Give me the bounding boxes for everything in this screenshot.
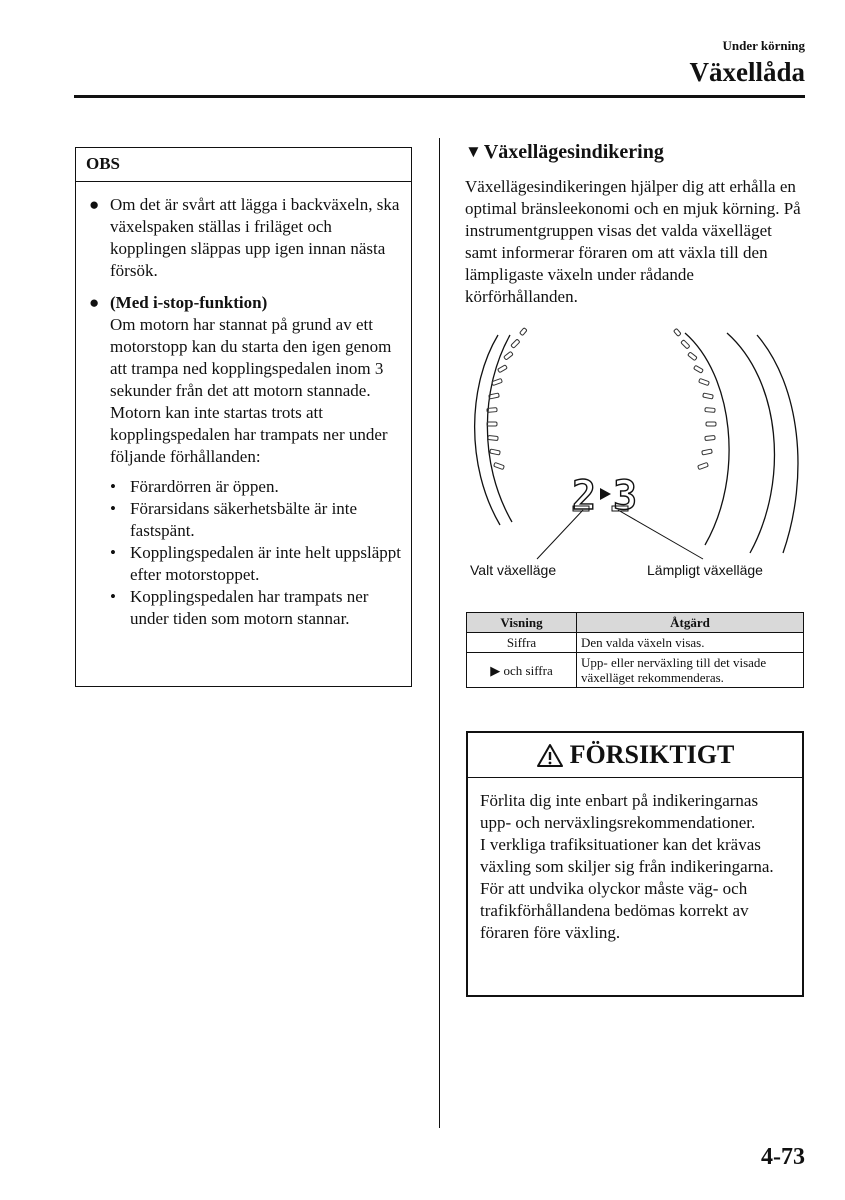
suggested-gear-digit: 3 xyxy=(613,473,638,519)
table-cell-display-text: och siffra xyxy=(503,662,553,678)
obs-sub-item xyxy=(110,476,403,498)
sub-bullet-icon: • xyxy=(110,587,116,606)
sub-bullet-icon: • xyxy=(110,499,116,518)
obs-item-text: Om motorn har stannat på grund av ett motorstopp kan du starta den igen genom att trampa ned kopplingspedalen inom 3 sekunder från det att motorn stannade. Motorn kan inte startas trots att kopplingspedalen har trampats ner under följande förhållanden: xyxy=(110,315,392,466)
table-cell-display xyxy=(467,653,577,688)
bullet-icon: ● xyxy=(89,195,100,214)
leader-line-selected xyxy=(537,510,583,559)
table-header-action: Åtgärd xyxy=(577,613,804,633)
right-triangle-icon: ▶ xyxy=(490,662,501,678)
sub-bullet-icon: • xyxy=(110,543,116,562)
table-cell-display: Siffra xyxy=(467,633,577,653)
instrument-cluster-illustration xyxy=(465,325,805,560)
obs-item-label: (Med i-stop-funktion) xyxy=(110,293,268,312)
caution-text-1: Förlita dig inte enbart på indikeringarnas upp- och nerväxlingsrekommendationer. xyxy=(480,791,759,832)
leader-line-suggested xyxy=(618,510,703,559)
table-header-display: Visning xyxy=(467,613,577,633)
warning-triangle-icon xyxy=(536,743,564,768)
column-divider xyxy=(439,138,440,1128)
obs-sub-item-text: Förarsidans säkerhetsbälte är inte fastspänt. xyxy=(130,499,358,540)
label-selected-gear: Valt växelläge xyxy=(470,562,557,578)
caution-header xyxy=(468,733,802,778)
section-label: Under körning xyxy=(722,38,805,53)
obs-sub-item xyxy=(110,498,403,542)
table-row xyxy=(467,653,804,688)
right-column xyxy=(465,138,805,308)
table-row xyxy=(467,633,804,653)
obs-sub-item xyxy=(110,586,403,630)
section-intro: Växellägesindikeringen hjälper dig att erhålla en optimal bränsleekonomi och en mjuk körning. På instrumentgruppen visas det valda växelläget samt informerar föraren om att växla till den lämpligaste växeln under rådande körförhållanden. xyxy=(465,177,801,306)
obs-list xyxy=(76,182,411,630)
obs-sub-item-text: Kopplingspedalen är inte helt uppsläppt efter motorstoppet. xyxy=(130,543,401,584)
table-header-row xyxy=(467,613,804,633)
obs-sub-item xyxy=(110,542,403,586)
obs-sub-list xyxy=(110,476,403,630)
table-cell-action: Upp- eller nerväxling till det visade växelläget rekommenderas. xyxy=(577,653,804,688)
obs-note-box xyxy=(75,147,412,687)
caution-box xyxy=(466,731,804,997)
caution-body xyxy=(468,778,802,944)
table-cell-action: Den valda växeln visas. xyxy=(577,633,804,653)
triangle-down-icon: ▼ xyxy=(465,142,482,161)
sub-bullet-icon: • xyxy=(110,477,116,496)
label-suggested-gear: Lämpligt växelläge xyxy=(647,562,763,578)
section-heading xyxy=(465,138,805,166)
obs-item-text: Om det är svårt att lägga i backväxeln, ska växelspaken ställas i friläget och kopplingen släppas upp igen innan nästa försök. xyxy=(110,195,400,280)
obs-sub-item-text: Förardörren är öppen. xyxy=(130,477,279,496)
bullet-icon: ● xyxy=(89,293,100,312)
gear-indicator-table xyxy=(466,612,804,688)
header-rule xyxy=(74,95,805,98)
obs-title: OBS xyxy=(76,148,411,182)
caution-text-2: I verkliga trafiksituationer kan det krävas växling som skiljer sig från indikeringarna. För att undvika olyckor måste väg- och trafikförhållandena bedömas korrekt av föraren före växling. xyxy=(480,835,774,942)
obs-item-reverse xyxy=(87,194,403,282)
page-number: 4-73 xyxy=(761,1144,805,1170)
page-title: Växellåda xyxy=(689,57,805,87)
gear-indicator-figure xyxy=(465,325,805,590)
current-gear-digit: 2 xyxy=(572,473,597,519)
caution-title: FÖRSIKTIGT xyxy=(569,740,735,769)
section-heading-text: Växellägesindikering xyxy=(483,140,664,163)
shift-up-arrow-icon xyxy=(600,488,611,500)
obs-sub-item-text: Kopplingspedalen har trampats ner under tiden som motorn stannar. xyxy=(130,587,369,628)
obs-item-istop xyxy=(87,292,403,630)
